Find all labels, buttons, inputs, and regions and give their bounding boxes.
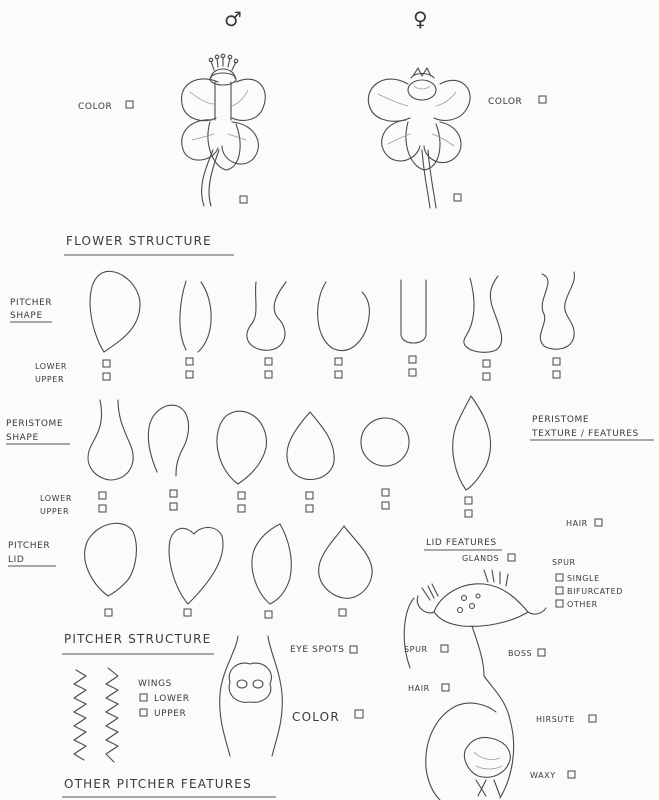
lid-hair-label: HAIR xyxy=(566,519,588,528)
peristome-shape-drawings xyxy=(88,396,490,490)
pitcher-shape-1-lower[interactable] xyxy=(103,360,110,367)
peristome-shape-3-lower[interactable] xyxy=(238,492,245,499)
pitcher-shape-upper-label: UPPER xyxy=(35,375,65,384)
pitcher-lid-2-checkbox[interactable] xyxy=(184,609,191,616)
peristome-shape-5-upper[interactable] xyxy=(382,502,389,509)
eye-spots-drawing xyxy=(220,636,283,756)
pitcher-shape-6-upper[interactable] xyxy=(483,373,490,380)
peristome-shape-1-lower[interactable] xyxy=(99,492,106,499)
hirsute-label: HIRSUTE xyxy=(536,715,576,724)
pitcher-lid-drawings xyxy=(85,523,372,604)
peristome-shape-4-upper[interactable] xyxy=(306,505,313,512)
pitcher-shape-1-upper[interactable] xyxy=(103,373,110,380)
waxy-checkbox[interactable] xyxy=(568,771,575,778)
lid-spur-left-checkbox[interactable] xyxy=(441,645,448,652)
pitcher-shape-3-upper[interactable] xyxy=(265,371,272,378)
peristome-shape-6-upper[interactable] xyxy=(465,510,472,517)
lid-boss-checkbox[interactable] xyxy=(538,649,545,656)
female-flower-drawing xyxy=(368,68,470,208)
pitcher-color-checkbox[interactable] xyxy=(355,710,363,718)
pitcher-shape-7-upper[interactable] xyxy=(553,371,560,378)
spur-bifurcated-checkbox[interactable] xyxy=(556,587,563,594)
male-flower-drawing xyxy=(182,54,266,206)
waxy-label: WAXY xyxy=(530,771,556,780)
peristome-shape-3-upper[interactable] xyxy=(238,505,245,512)
pitcher-shape-3-lower[interactable] xyxy=(265,358,272,365)
pitcher-hair-checkbox[interactable] xyxy=(442,684,449,691)
spur-other-label: OTHER xyxy=(567,600,598,609)
peristome-texture-label-line1: PERISTOME xyxy=(532,415,590,425)
peristome-shape-1-upper[interactable] xyxy=(99,505,106,512)
pitcher-shape-4-lower[interactable] xyxy=(335,358,342,365)
peristome-shape-lower-label: LOWER xyxy=(40,494,72,503)
pitcher-lid-label-line1: PITCHER xyxy=(8,541,51,551)
wings-drawing xyxy=(74,668,118,762)
peristome-shape-upper-label: UPPER xyxy=(40,507,70,516)
pitcher-shape-label-line2: SHAPE xyxy=(10,311,43,321)
lid-hair-checkbox[interactable] xyxy=(595,519,602,526)
peristome-shape-4-lower[interactable] xyxy=(306,492,313,499)
pitcher-lid-checkboxes xyxy=(105,609,346,618)
pitcher-shape-2-upper[interactable] xyxy=(186,371,193,378)
peristome-texture-label-line2: TEXTURE / FEATURES xyxy=(532,429,639,439)
pitcher-color-label: COLOR xyxy=(292,710,340,724)
pitcher-structure-heading: PITCHER STRUCTURE xyxy=(64,632,212,646)
pitcher-shape-drawings xyxy=(90,271,574,352)
wings-lower-label: LOWER xyxy=(154,694,190,704)
pitcher-shape-2-lower[interactable] xyxy=(186,358,193,365)
wings-upper-label: UPPER xyxy=(154,709,187,719)
male-color-checkbox[interactable] xyxy=(126,101,133,108)
spur-single-label: SINGLE xyxy=(567,574,600,583)
pitcher-shape-7-lower[interactable] xyxy=(553,358,560,365)
eye-spots-checkbox[interactable] xyxy=(350,646,357,653)
hirsute-checkbox[interactable] xyxy=(589,715,596,722)
male-symbol: ♂ xyxy=(224,7,242,31)
female-symbol: ♀ xyxy=(413,7,428,31)
wings-lower-checkbox[interactable] xyxy=(140,694,147,701)
wings-label: WINGS xyxy=(138,679,172,689)
pitcher-shape-lower-label: LOWER xyxy=(35,362,67,371)
eye-spots-label: EYE SPOTS xyxy=(290,645,345,655)
peristome-shape-checkboxes xyxy=(99,489,472,517)
other-features-heading: OTHER PITCHER FEATURES xyxy=(64,777,252,791)
pitcher-shape-6-lower[interactable] xyxy=(483,360,490,367)
peristome-shape-label-line2: SHAPE xyxy=(6,433,39,443)
peristome-shape-2-lower[interactable] xyxy=(170,490,177,497)
wings-upper-checkbox[interactable] xyxy=(140,709,147,716)
female-color-checkbox[interactable] xyxy=(539,96,546,103)
peristome-shape-label-line1: PERISTOME xyxy=(6,419,64,429)
flower-structure-heading: FLOWER STRUCTURE xyxy=(66,234,212,248)
pitcher-shape-4-upper[interactable] xyxy=(335,371,342,378)
pitcher-lid-3-checkbox[interactable] xyxy=(265,611,272,618)
lid-features-heading: LID FEATURES xyxy=(426,538,497,548)
female-color-label: COLOR xyxy=(488,97,523,107)
lid-glands-checkbox[interactable] xyxy=(508,554,515,561)
peristome-shape-2-upper[interactable] xyxy=(170,503,177,510)
spur-other-checkbox[interactable] xyxy=(556,600,563,607)
peristome-shape-5-lower[interactable] xyxy=(382,489,389,496)
pitcher-lid-1-checkbox[interactable] xyxy=(105,609,112,616)
male-flower-checkbox[interactable] xyxy=(240,196,247,203)
pitcher-hair-label: HAIR xyxy=(408,684,430,693)
spur-single-checkbox[interactable] xyxy=(556,574,563,581)
spur-bifurcated-label: BIFURCATED xyxy=(567,587,624,596)
lid-boss-label: BOSS xyxy=(508,649,533,658)
pitcher-body-drawing xyxy=(426,676,514,800)
peristome-shape-6-lower[interactable] xyxy=(465,497,472,504)
pitcher-shape-5-upper[interactable] xyxy=(409,369,416,376)
lid-features-drawing xyxy=(404,570,546,676)
pitcher-lid-4-checkbox[interactable] xyxy=(339,609,346,616)
pitcher-shape-checkboxes xyxy=(103,356,560,380)
pitcher-lid-label-line2: LID xyxy=(8,555,25,565)
pitcher-shape-label-line1: PITCHER xyxy=(10,298,53,308)
pitcher-shape-5-lower[interactable] xyxy=(409,356,416,363)
lid-spur-left-label: SPUR xyxy=(404,645,428,654)
male-color-label: COLOR xyxy=(78,102,113,112)
lid-spur-heading: SPUR xyxy=(552,558,576,567)
lid-glands-label: GLANDS xyxy=(462,554,500,563)
female-flower-checkbox[interactable] xyxy=(454,194,461,201)
